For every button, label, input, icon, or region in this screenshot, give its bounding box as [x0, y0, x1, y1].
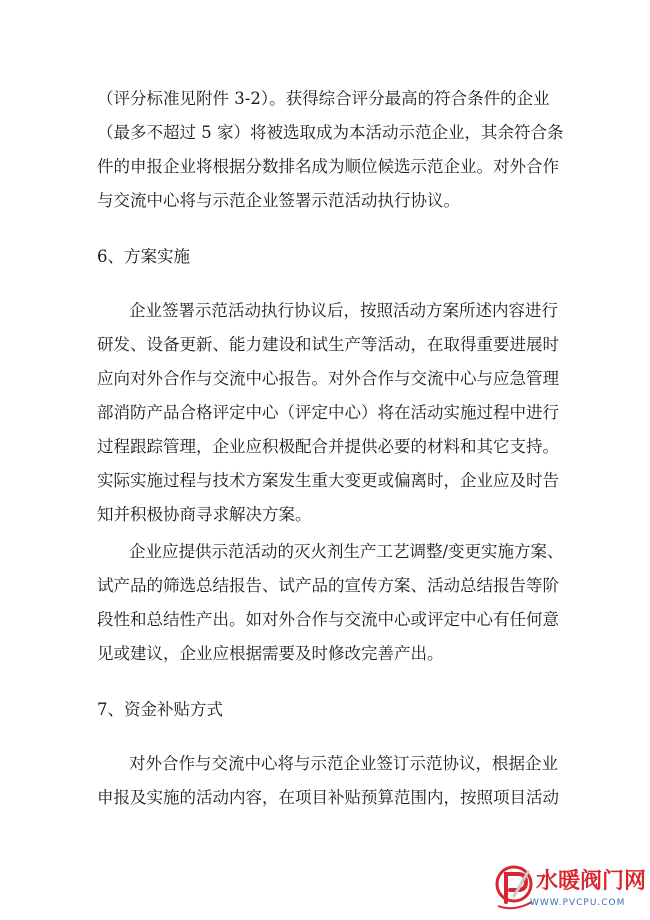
- text-line: 研发、设备更新、能力建设和试生产等活动，在取得重要进展时: [97, 335, 559, 354]
- section-heading: 7、资金补贴方式: [97, 700, 223, 719]
- watermark-url: WWW.PVCPU.COM: [530, 898, 626, 908]
- text-line: 段性和总结性产出。如对外合作与交流中心或评定中心有任何意: [97, 610, 559, 629]
- text-line: 见或建议，企业应根据需要及时修改完善产出。: [97, 644, 444, 663]
- text-line: （最多不超过 5 家）将被选取成为本活动示范企业，其余符合条: [97, 123, 564, 142]
- text-line: 与交流中心将与示范企业签署示范活动执行协议。: [97, 191, 460, 210]
- text-line: 企业应提供示范活动的灭火剂生产工艺调整/变更实施方案、: [129, 542, 564, 561]
- text-line: 件的申报企业将根据分数排名成为顺位候选示范企业。对外合作: [97, 157, 559, 176]
- text-line: 部消防产品合格评定中心（评定中心）将在活动实施过程中进行: [97, 403, 559, 422]
- text-line: 对外合作与交流中心将与示范企业签订示范协议，根据企业: [129, 754, 558, 773]
- site-watermark: [492, 862, 647, 916]
- text-line: 申报及实施的活动内容，在项目补贴预算范围内，按照项目活动: [97, 788, 559, 807]
- text-line: 应向对外合作与交流中心报告。对外合作与交流中心与应急管理: [97, 369, 559, 388]
- text-line: 企业签署示范活动执行协议后，按照活动方案所述内容进行: [129, 301, 558, 320]
- text-line: 实际实施过程与技术方案发生重大变更或偏离时，企业应及时告: [97, 471, 559, 490]
- watermark-title: 水暖阀门网: [536, 869, 647, 894]
- text-line: 知并积极协商寻求解决方案。: [97, 505, 312, 524]
- text-line: 过程跟踪管理，企业应积极配合并提供必要的材料和其它支持。: [97, 437, 559, 456]
- text-line: 试产品的筛选总结报告、试产品的宣传方案、活动总结报告等阶: [97, 576, 559, 595]
- section-heading: 6、方案实施: [97, 247, 190, 266]
- text-line: （评分标准见附件 3-2）。获得综合评分最高的符合条件的企业: [97, 89, 550, 108]
